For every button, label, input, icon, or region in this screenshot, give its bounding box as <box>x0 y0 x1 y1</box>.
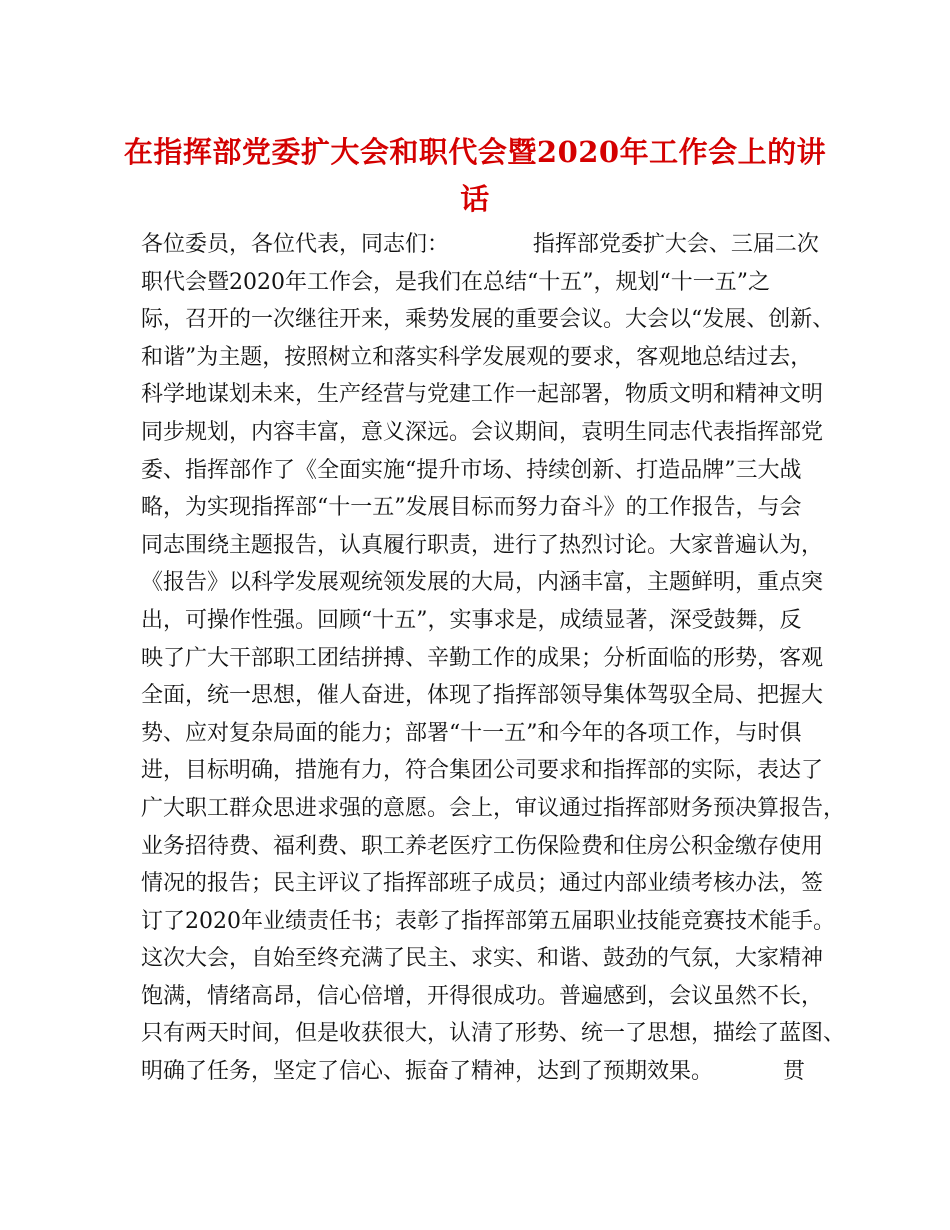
body-line: 际，召开的一次继往开来，乘势发展的重要会议。大会以“发展、创新、 <box>141 307 835 333</box>
document-title-line-1: 在指挥部党委扩大会和职代会暨2020年工作会上的讲 <box>123 135 827 169</box>
body-line: 同志围绕主题报告，认真履行职责，进行了热烈讨论。大家普遍认为， <box>141 532 824 558</box>
body-line: 职代会暨2020年工作会，是我们在总结“十五”，规划“十一五”之 <box>141 269 770 295</box>
body-line: 映了广大干部职工团结拼搏、辛勤工作的成果；分析面临的形势，客观 <box>141 645 824 671</box>
body-line: 情况的报告；民主评议了指挥部班子成员；通过内部业绩考核办法，签 <box>141 871 824 897</box>
body-line: 只有两天时间，但是收获很大，认清了形势、统一了思想，描绘了蓝图、 <box>141 1021 846 1047</box>
body-line: 饱满，情绪高昂，信心倍增，开得很成功。普遍感到，会议虽然不长， <box>141 983 824 1009</box>
body-line: 同步规划，内容丰富，意义深远。会议期间，袁明生同志代表指挥部党 <box>141 419 824 445</box>
body-line: 《报告》以科学发展观统领发展的大局，内涵丰富，主题鲜明，重点突 <box>141 570 824 596</box>
body-line: 出，可操作性强。回顾“十五”，实事求是，成绩显著，深受鼓舞，反 <box>141 607 802 633</box>
body-line: 势、应对复杂局面的能力；部署“十一五”和今年的各项工作，与时俱 <box>141 720 802 746</box>
body-line: 进，目标明确，措施有力，符合集团公司要求和指挥部的实际，表达了 <box>141 758 824 784</box>
body-line: 业务招待费、福利费、职工养老医疗工伤保险费和住房公积金缴存使用 <box>141 833 824 859</box>
body-line: 和谐”为主题，按照树立和落实科学发展观的要求，客观地总结过去， <box>141 344 813 370</box>
document-title-line-2: 话 <box>460 182 490 216</box>
document-body <box>141 226 846 1091</box>
body-line: 科学地谋划未来，生产经营与党建工作一起部署，物质文明和精神文明 <box>141 382 824 408</box>
body-line: 广大职工群众思进求强的意愿。会上，审议通过指挥部财务预决算报告， <box>141 795 846 821</box>
body-line: 略，为实现指挥部“十一五”发展目标而努力奋斗》的工作报告，与会 <box>141 495 802 521</box>
body-line: 全面，统一思想，催人奋进，体现了指挥部领导集体驾驭全局、把握大 <box>141 683 824 709</box>
body-line: 订了2020年业绩责任书；表彰了指挥部第五届职业技能竞赛技术能手。 <box>141 908 835 934</box>
body-line: 明确了任务，坚定了信心、振奋了精神，达到了预期效果。 贯 <box>141 1059 805 1085</box>
body-line: 委、指挥部作了《全面实施“提升市场、持续创新、打造品牌”三大战 <box>141 457 802 483</box>
body-line: 各位委员，各位代表，同志们： 指挥部党委扩大会、三届二次 <box>141 232 819 257</box>
body-line: 这次大会，自始至终充满了民主、求实、和谐、鼓劲的气氛，大家精神 <box>141 946 824 972</box>
